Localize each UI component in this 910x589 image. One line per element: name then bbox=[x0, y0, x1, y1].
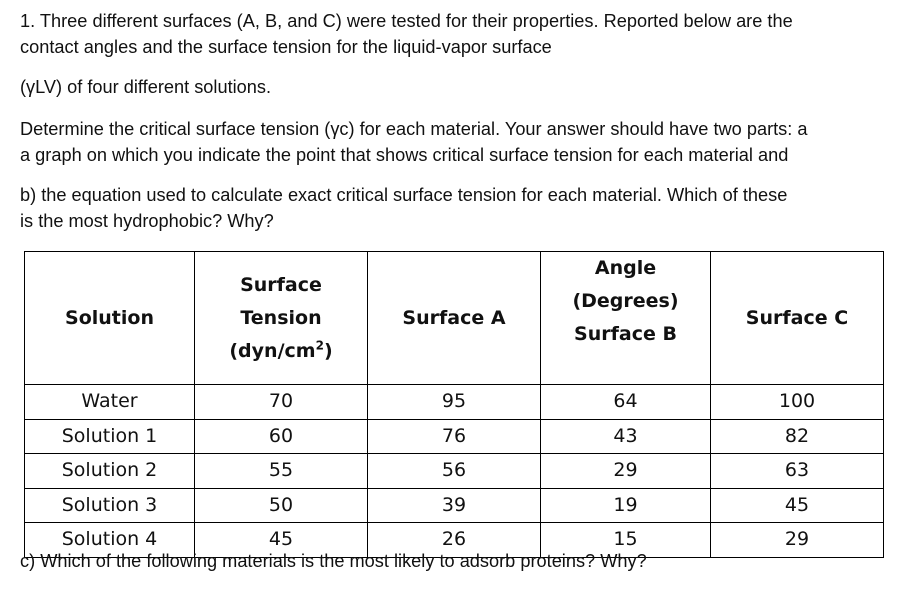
cell-surface-a: 26 bbox=[368, 523, 541, 558]
question-part-b-line-1: b) the equation used to calculate exact critical surface tension for each material. Which of these bbox=[20, 185, 788, 205]
cell-surface-b: 43 bbox=[541, 419, 711, 454]
cell-surface-a: 95 bbox=[368, 385, 541, 420]
cell-solution: Solution 4 bbox=[25, 523, 195, 558]
cell-tension: 50 bbox=[195, 488, 368, 523]
question-intro-line-1: 1. Three different surfaces (A, B, and C) were tested for their properties. Reported below are the bbox=[20, 11, 793, 31]
header-surface-b: Angle (Degrees) Surface B bbox=[541, 252, 711, 385]
cell-surface-c: 29 bbox=[711, 523, 884, 558]
header-solution: Solution bbox=[25, 252, 195, 385]
cell-surface-b: 15 bbox=[541, 523, 711, 558]
header-angle-group: Angle (Degrees) bbox=[572, 257, 679, 312]
cell-solution: Solution 2 bbox=[25, 454, 195, 489]
cell-surface-c: 45 bbox=[711, 488, 884, 523]
cell-surface-b: 19 bbox=[541, 488, 711, 523]
table-row bbox=[25, 454, 884, 489]
table-row bbox=[25, 488, 884, 523]
question-intro bbox=[20, 8, 910, 60]
table-header-row bbox=[25, 252, 884, 385]
question-task-line-1: Determine the critical surface tension (γc) for each material. Your answer should have two parts: a bbox=[20, 119, 808, 139]
cell-surface-b: 64 bbox=[541, 385, 711, 420]
cell-tension: 60 bbox=[195, 419, 368, 454]
question-intro-continued bbox=[20, 74, 910, 100]
cell-surface-c: 100 bbox=[711, 385, 884, 420]
cell-tension: 55 bbox=[195, 454, 368, 489]
cell-surface-c: 63 bbox=[711, 454, 884, 489]
cell-surface-b: 29 bbox=[541, 454, 711, 489]
header-surface-a: Surface A bbox=[368, 252, 541, 385]
cell-tension: 70 bbox=[195, 385, 368, 420]
question-part-c bbox=[20, 548, 910, 574]
cell-surface-a: 39 bbox=[368, 488, 541, 523]
cell-solution: Water bbox=[25, 385, 195, 420]
contact-angle-table bbox=[24, 251, 884, 558]
cell-tension: 45 bbox=[195, 523, 368, 558]
cell-surface-c: 82 bbox=[711, 419, 884, 454]
cell-solution: Solution 3 bbox=[25, 488, 195, 523]
question-task bbox=[20, 116, 910, 168]
question-intro-line-2: contact angles and the surface tension for the liquid-vapor surface bbox=[20, 37, 552, 57]
cell-surface-a: 76 bbox=[368, 419, 541, 454]
question-gamma-lv-line: (γLV) of four different solutions. bbox=[20, 77, 272, 97]
cell-surface-a: 56 bbox=[368, 454, 541, 489]
table-row bbox=[25, 385, 884, 420]
table-row bbox=[25, 419, 884, 454]
question-part-b bbox=[20, 182, 910, 234]
header-surface-c: Surface C bbox=[711, 252, 884, 385]
question-part-c-line: c) Which of the following materials is the most likely to adsorb proteins? Why? bbox=[20, 551, 647, 571]
header-surface-tension: Surface Tension $(dyn/cm^2)$ bbox=[195, 252, 368, 385]
cell-solution: Solution 1 bbox=[25, 419, 195, 454]
question-task-line-2: a graph on which you indicate the point that shows critical surface tension for each material and bbox=[20, 145, 789, 165]
question-part-b-line-2: is the most hydrophobic? Why? bbox=[20, 211, 274, 231]
